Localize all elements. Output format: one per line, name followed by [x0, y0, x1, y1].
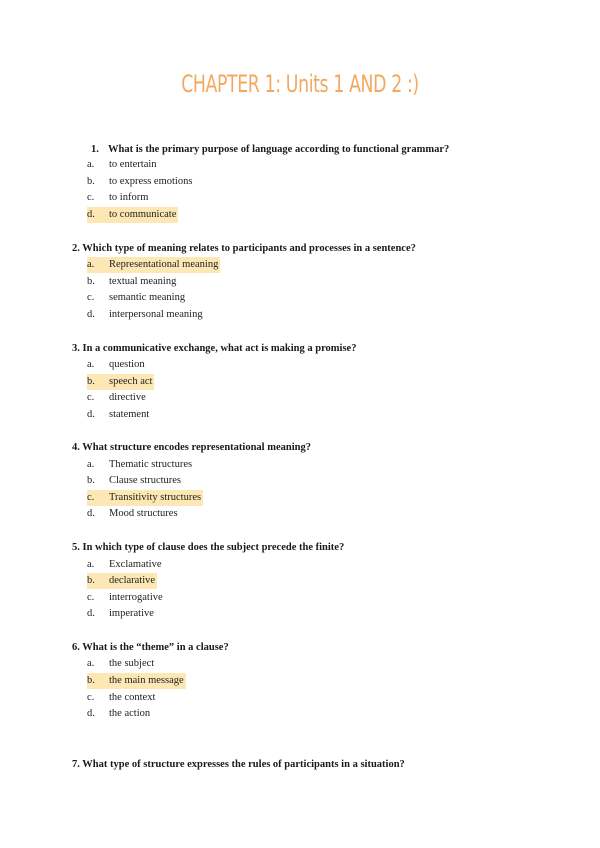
page-title: CHAPTER 1: Units 1 AND 2 :): [181, 70, 419, 98]
option-letter: c.: [87, 292, 95, 303]
option-letter: a.: [87, 459, 95, 470]
option-text: semantic meaning: [109, 292, 186, 303]
option-text: Mood structures: [109, 508, 178, 519]
option-text: the context: [109, 692, 156, 703]
option-4c-highlighted: [87, 490, 203, 506]
option-letter: c.: [87, 192, 95, 203]
option-letter: b.: [87, 176, 95, 187]
option-2c: [87, 290, 187, 306]
option-letter: b.: [87, 575, 95, 586]
option-letter: c.: [87, 392, 95, 403]
option-text: Representational meaning: [109, 259, 219, 270]
option-3a: [87, 357, 147, 373]
option-text: Thematic structures: [109, 459, 193, 470]
option-text: interrogative: [109, 592, 163, 603]
option-5a: [87, 557, 163, 573]
option-3b-highlighted: [87, 374, 154, 390]
option-6a: [87, 656, 156, 672]
option-letter: a.: [87, 159, 95, 170]
option-text: the action: [109, 708, 151, 719]
option-6b-highlighted: [87, 673, 186, 689]
option-letter: b.: [87, 376, 95, 387]
option-6d: [87, 706, 152, 722]
question-7: 7. What type of structure expresses the rules of participants in a situation?: [72, 759, 405, 770]
option-letter: b.: [87, 675, 95, 686]
question-6: 6. What is the “theme” in a clause?: [72, 642, 229, 653]
option-letter: d.: [87, 309, 95, 320]
option-5d: [87, 606, 156, 622]
question-4: 4. What structure encodes representational meaning?: [72, 442, 311, 453]
option-letter: a.: [87, 359, 95, 370]
option-2a-highlighted: [87, 257, 220, 273]
option-letter: b.: [87, 276, 95, 287]
option-letter: c.: [87, 592, 95, 603]
option-1c: [87, 190, 150, 206]
option-5b-highlighted: [87, 573, 157, 589]
option-4b: [87, 473, 183, 489]
option-text: Transitivity structures: [109, 492, 202, 503]
option-letter: c.: [87, 692, 95, 703]
option-letter: d.: [87, 508, 95, 519]
option-1a: [87, 157, 159, 173]
question-number: 1.: [91, 144, 99, 155]
option-text: the main message: [109, 675, 184, 686]
option-5c: [87, 590, 165, 606]
option-text: declarative: [109, 575, 156, 586]
option-text: interpersonal meaning: [109, 309, 203, 320]
option-2b: [87, 274, 178, 290]
option-text: to communicate: [109, 209, 177, 220]
option-letter: d.: [87, 608, 95, 619]
option-3c: [87, 390, 148, 406]
option-letter: a.: [87, 259, 95, 270]
option-text: Exclamative: [109, 559, 162, 570]
option-text: Clause structures: [109, 475, 182, 486]
option-text: imperative: [109, 608, 154, 619]
option-3d: [87, 407, 151, 423]
option-4a: [87, 457, 194, 473]
question-3: 3. In a communicative exchange, what act is making a promise?: [72, 343, 357, 354]
option-1d-highlighted: [87, 207, 178, 223]
option-text: speech act: [109, 376, 153, 387]
question-1: [72, 143, 552, 157]
option-letter: d.: [87, 708, 95, 719]
option-text: question: [109, 359, 145, 370]
option-text: the subject: [109, 658, 155, 669]
question-2: 2. Which type of meaning relates to participants and processes in a sentence?: [72, 243, 416, 254]
option-letter: b.: [87, 475, 95, 486]
option-1b: [87, 174, 194, 190]
option-letter: a.: [87, 559, 95, 570]
option-4d: [87, 506, 180, 522]
option-text: to inform: [109, 192, 149, 203]
option-text: directive: [109, 392, 146, 403]
option-2d: [87, 307, 205, 323]
option-text: to express emotions: [109, 176, 193, 187]
option-letter: a.: [87, 658, 95, 669]
option-letter: d.: [87, 409, 95, 420]
option-letter: d.: [87, 209, 95, 220]
option-text: statement: [109, 409, 150, 420]
question-5: 5. In which type of clause does the subject precede the finite?: [72, 542, 345, 553]
option-6c: [87, 690, 157, 706]
option-text: to entertain: [109, 159, 157, 170]
question-text: What is the primary purpose of language according to functional grammar?: [108, 144, 450, 155]
option-letter: c.: [87, 492, 95, 503]
option-text: textual meaning: [109, 276, 177, 287]
